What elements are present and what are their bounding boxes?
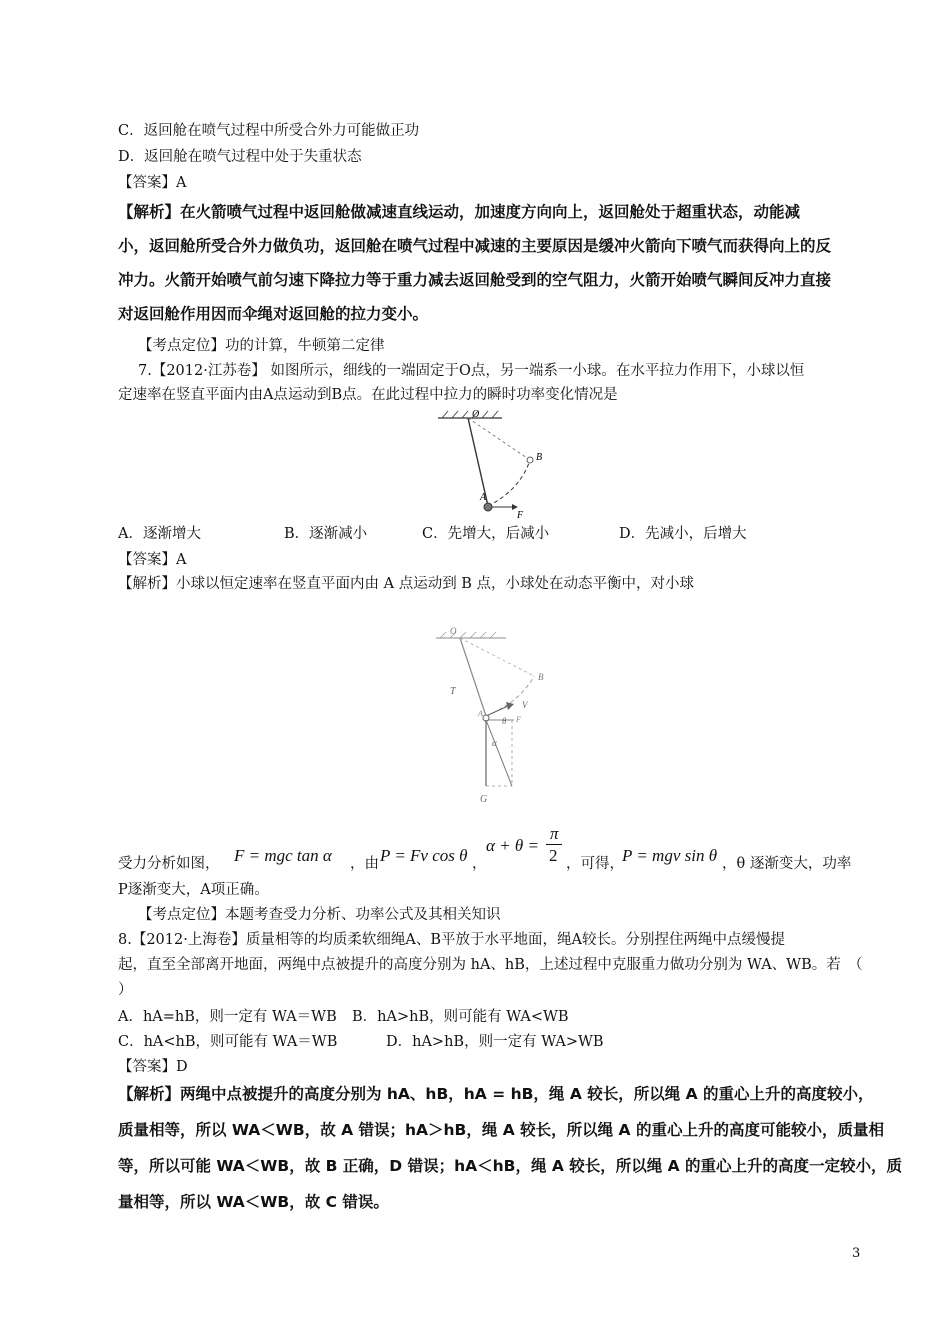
q8-option-c: C．hA<hB，则可能有 WA＝WB — [118, 1034, 338, 1050]
q6-key-point: 【考点定位】功的计算，牛顿第二定律 — [138, 338, 385, 354]
force-analysis-figure — [420, 622, 570, 807]
q7-analysis: 【解析】小球以恒定速率在竖直平面内由 A 点运动到 B 点，小球处在动态平衡中，对小球 — [118, 576, 695, 592]
q7-key-point: 【考点定位】本题考查受力分析、功率公式及其相关知识 — [138, 907, 501, 923]
arc-path — [488, 460, 530, 506]
by-text: ，由 — [350, 856, 379, 872]
velocity-arrowhead — [506, 702, 514, 710]
q8-analysis-line-1: 【解析】两绳中点被提升的高度分别为 hA、hB，hA = hB，绳 A 较长，所以绳 A 的重心上升的高度较小， — [118, 1085, 874, 1103]
equation-two: 2 — [549, 846, 558, 865]
fraction-bar — [546, 844, 562, 845]
force-equation-line — [118, 824, 878, 878]
arc-path-2 — [486, 676, 534, 716]
label-a-2: A — [478, 709, 483, 718]
tail-text: ，θ 逐渐变大，功率 — [722, 856, 852, 872]
ball-a — [484, 503, 492, 511]
label-a: A — [480, 492, 487, 503]
label-f-2: F — [516, 715, 521, 724]
q7-option-b: B．逐渐减小 — [284, 526, 368, 542]
label-alpha: α — [492, 738, 497, 748]
label-f: F — [517, 510, 524, 520]
q6-analysis-line-4: 对返回舱作用因而伞绳对返回舱的拉力变小。 — [118, 305, 429, 323]
label-v: V — [522, 700, 528, 710]
ball-b — [527, 457, 533, 463]
q8-option-b: B．hA>hB，则可能有 WA<WB — [352, 1009, 569, 1025]
q8-analysis-line-3: 等，所以可能 WA＜WB，故 B 正确，D 错误；hA＜hB，绳 A 较长，所以绳 A 的重心上升的高度一定较小，质 — [118, 1157, 903, 1175]
q8-option-d: D．hA>hB，则一定有 WA>WB — [386, 1034, 604, 1050]
resultant-line — [486, 720, 512, 786]
page-number: 3 — [852, 1246, 861, 1261]
q6-analysis-line-1: 【解析】在火箭喷气过程中返回舱做减速直线运动，加速度方向向上，返回舱处于超重状态，动能减 — [118, 203, 801, 221]
q8-analysis-line-2: 质量相等，所以 WA＜WB，故 A 错误；hA＞hB，绳 A 较长，所以绳 A 的重心上升的高度可能较小，质量相 — [118, 1121, 884, 1139]
string-dashed — [468, 418, 530, 460]
q6-option-c: C．返回舱在喷气过程中所受合外力可能做正功 — [118, 123, 420, 139]
q7-option-c: C．先增大，后减小 — [422, 526, 550, 542]
q8-stem-line-2: 起，直至全部离开地面，两绳中点被提升的高度分别为 hA、hB，上述过程中克服重力做功分别为 WA、WB。若 （ — [118, 957, 863, 973]
q8-option-a: A．hA=hB，则一定有 WA＝WB — [118, 1009, 337, 1025]
equation-pi: π — [550, 824, 559, 843]
q6-analysis-line-2: 小，返回舱所受合外力做负功，返回舱在喷气过程中减速的主要原因是缓冲火箭向下喷气而获得向上的反 — [118, 237, 832, 255]
velocity-arrow — [486, 706, 508, 716]
q8-answer: 【答案】D — [118, 1059, 188, 1075]
label-theta: θ — [502, 716, 507, 726]
q7-option-a: A．逐渐增大 — [118, 526, 201, 542]
get-text: ，可得， — [566, 856, 624, 872]
q8-stem-line-3: ） — [118, 982, 133, 998]
comma-text: ， — [472, 856, 487, 872]
label-b-2: B — [538, 672, 544, 682]
equation-p-mgv: P = mgv sin θ — [622, 846, 718, 865]
q6-analysis-line-3: 冲力。火箭开始喷气前匀速下降拉力等于重力减去返回舱受到的空气阻力，火箭开始喷气瞬间反冲力直接 — [118, 271, 832, 289]
q7-stem-line-1: 7.【2012·江苏卷】 如图所示，细线的一端固定于O点，另一端系一小球。在水平拉力作用下，小球以恒 — [138, 363, 805, 379]
label-g: G — [480, 794, 488, 805]
force-prefix: 受力分析如图， — [118, 856, 220, 872]
q7-conclusion: P逐渐变大，A项正确。 — [118, 882, 269, 898]
label-o: O — [472, 409, 480, 420]
q7-stem-line-2: 定速率在竖直平面内由A点运动到B点。在此过程中拉力的瞬时功率变化情况是 — [118, 387, 618, 403]
pendulum-figure — [420, 408, 570, 520]
ceiling-hatch-2 — [440, 632, 496, 638]
ceiling-hatch — [442, 411, 498, 418]
q7-answer: 【答案】A — [118, 552, 187, 568]
q6-answer: 【答案】A — [118, 175, 187, 191]
label-o-2: O — [450, 626, 457, 636]
label-t: T — [450, 686, 456, 697]
q7-option-d: D．先减小，后增大 — [619, 526, 747, 542]
equation-f: F = mgc tan α — [234, 846, 332, 865]
equation-p-fv: P = Fv cos θ — [380, 846, 468, 865]
equation-angle-sum: α + θ = — [486, 836, 539, 855]
q8-stem-line-1: 8.【2012·上海卷】质量相等的均质柔软细绳A、B平放于水平地面，绳A较长。分别捏住两绳中点缓慢提 — [118, 932, 785, 948]
q6-option-d: D．返回舱在喷气过程中处于失重状态 — [118, 149, 362, 165]
q8-analysis-line-4: 量相等，所以 WA＜WB，故 C 错误。 — [118, 1193, 389, 1211]
label-b: B — [536, 452, 543, 463]
